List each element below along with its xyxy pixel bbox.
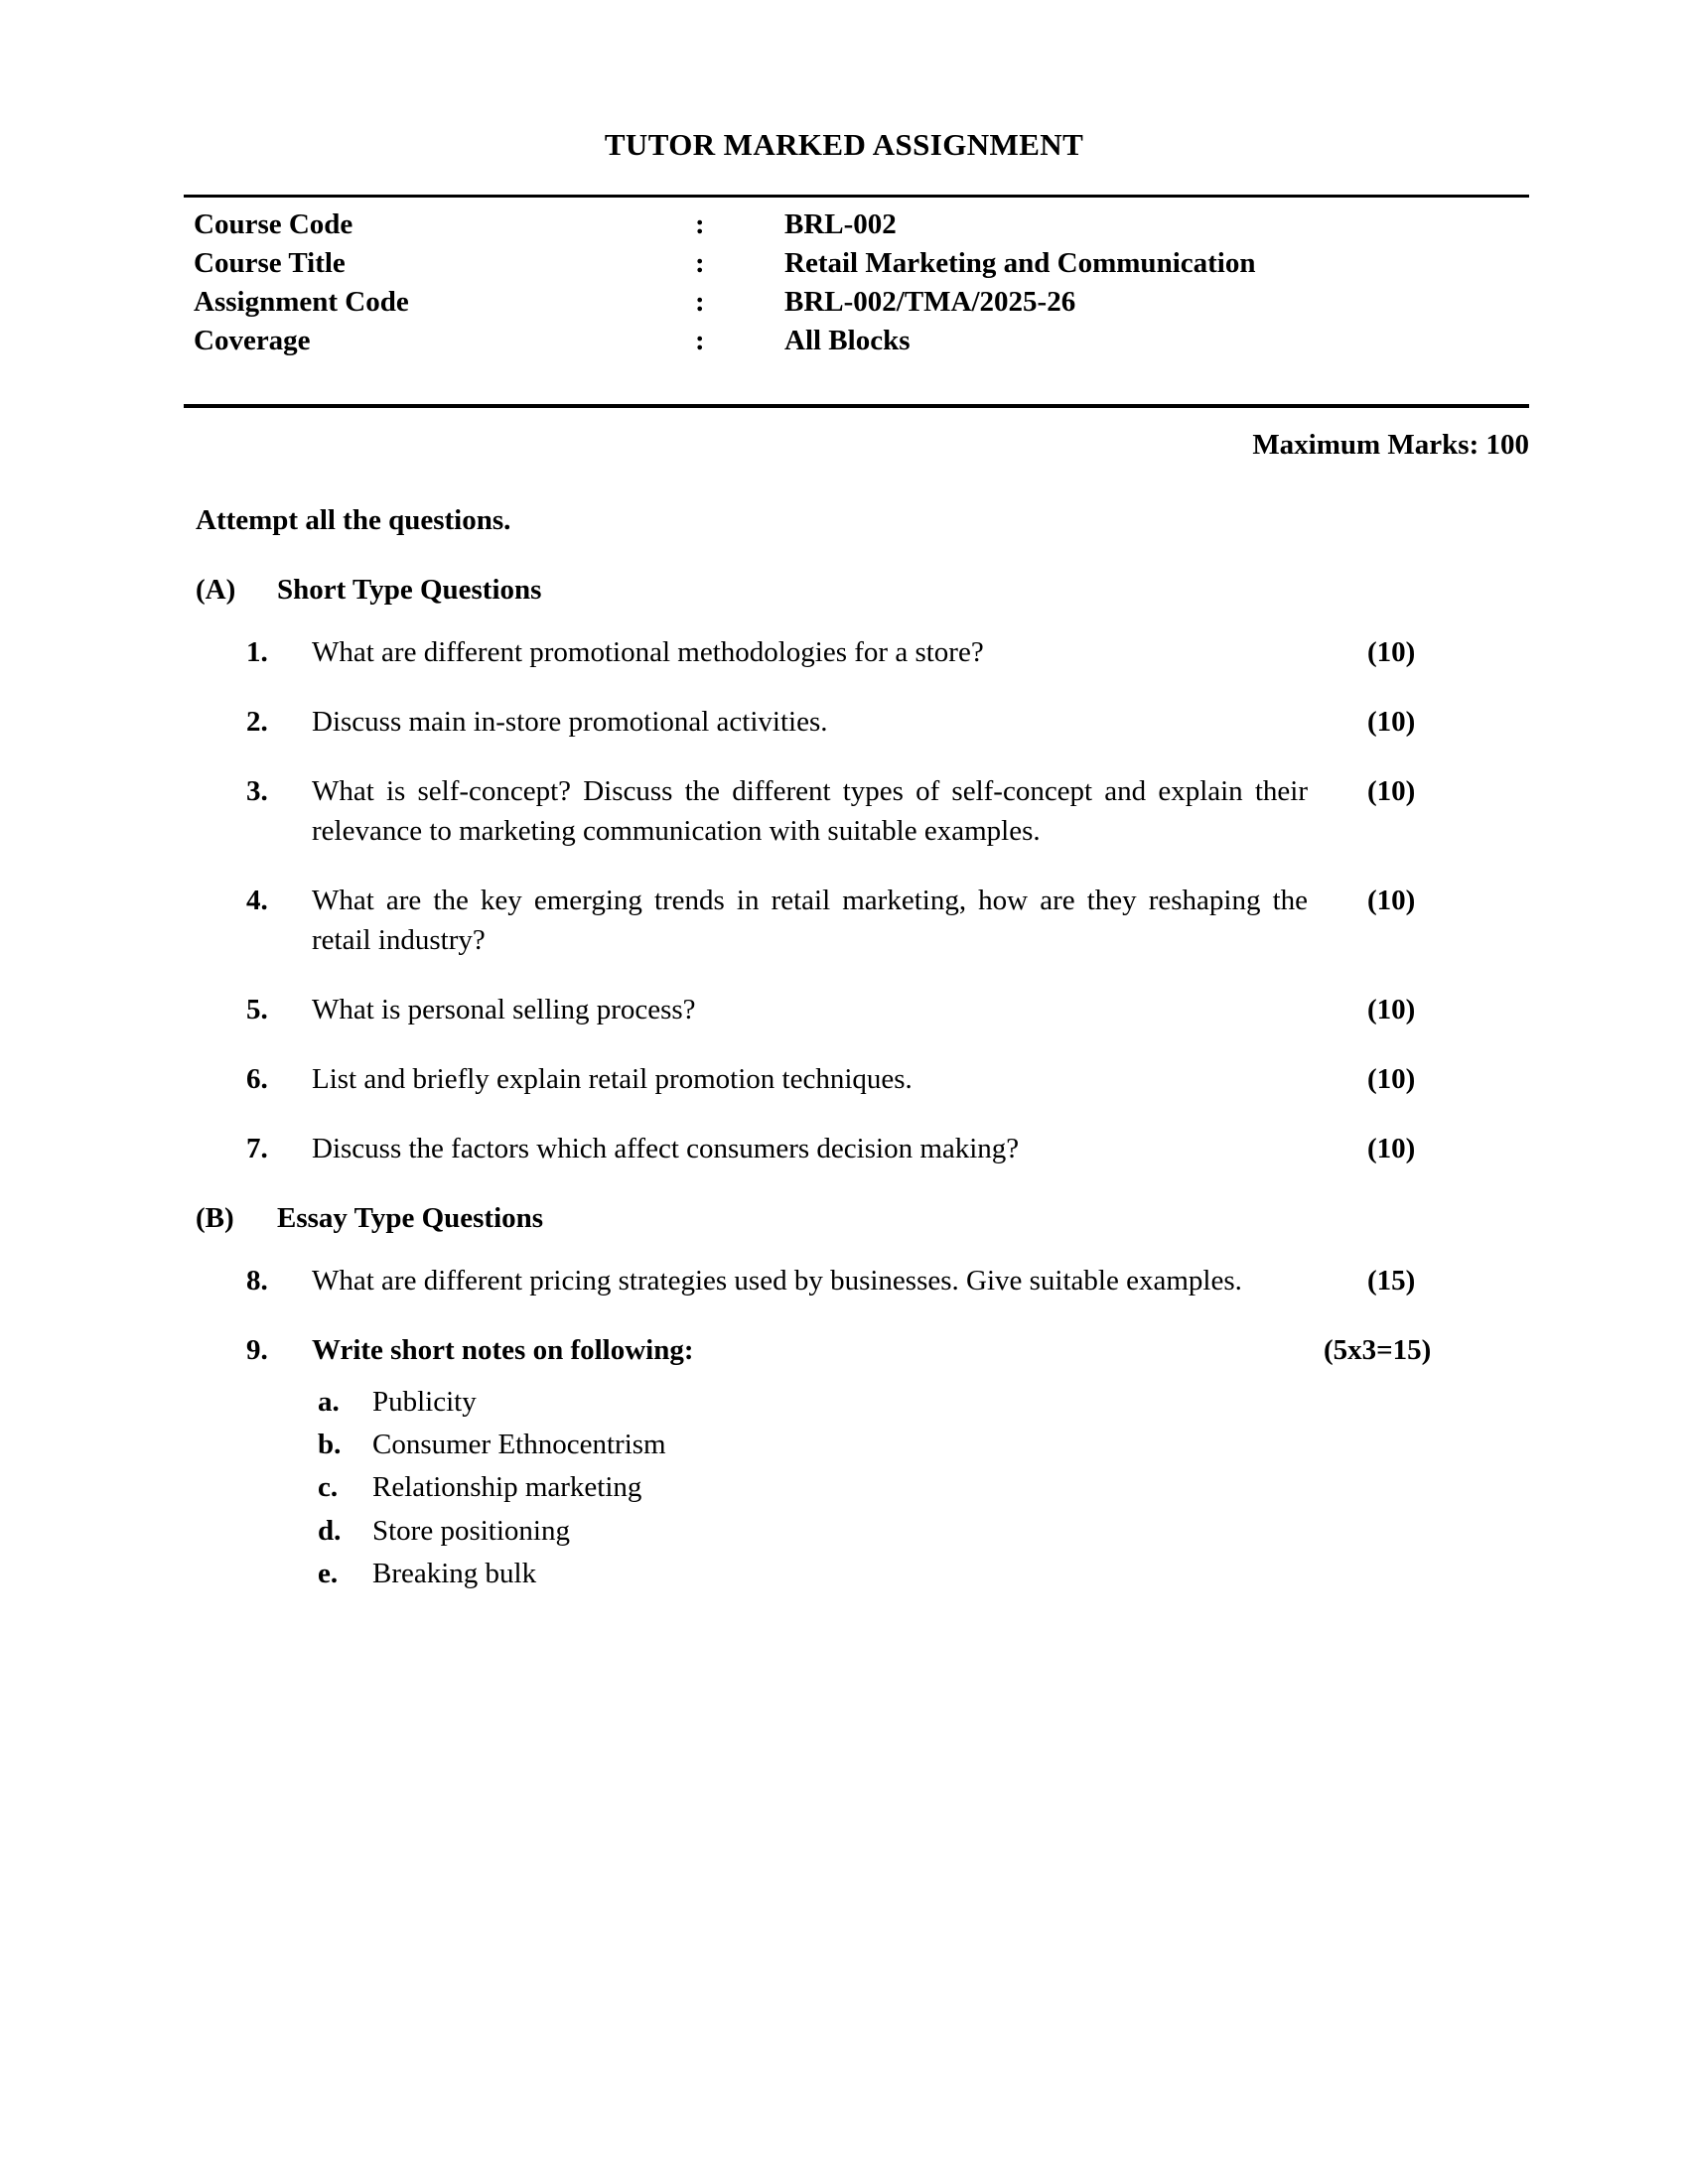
meta-value-coverage: All Blocks xyxy=(784,325,911,357)
course-meta-table xyxy=(194,205,1524,361)
question-marks: (10) xyxy=(1367,706,1416,739)
sub-item-text: Publicity xyxy=(372,1386,477,1419)
question-marks: (10) xyxy=(1367,636,1416,668)
meta-label-course-title: Course Title xyxy=(194,247,346,280)
header-rule-top xyxy=(184,195,1529,198)
meta-value-course-code: BRL-002 xyxy=(784,208,897,240)
question-number: 9. xyxy=(246,1334,268,1367)
meta-value-assignment-code: BRL-002/TMA/2025-26 xyxy=(784,286,1076,319)
meta-label-course-code: Course Code xyxy=(194,208,353,240)
list-item xyxy=(318,1384,1688,1421)
table-row xyxy=(194,322,1524,360)
section-letter-a: (A) xyxy=(196,574,236,606)
sub-item-text: Consumer Ethnocentrism xyxy=(372,1429,666,1461)
question-text: Write short notes on following: xyxy=(312,1334,694,1367)
question-number: 4. xyxy=(246,885,268,917)
question-number: 7. xyxy=(246,1133,268,1165)
table-row xyxy=(194,205,1524,244)
section-letter-b: (B) xyxy=(196,1202,234,1235)
question-text: What are different promotional methodologies for a store? xyxy=(312,636,984,668)
maximum-marks-label: Maximum Marks: 100 xyxy=(1252,429,1529,461)
meta-colon: : xyxy=(695,247,705,280)
question-number: 8. xyxy=(246,1265,268,1297)
question-item xyxy=(0,1261,1688,1300)
table-row xyxy=(194,244,1524,283)
header-rule-bottom xyxy=(184,404,1529,408)
question-marks: (10) xyxy=(1367,775,1416,808)
meta-label-coverage: Coverage xyxy=(194,325,311,357)
sub-item-label: a. xyxy=(318,1386,340,1419)
list-item xyxy=(318,1427,1688,1463)
meta-value-course-title: Retail Marketing and Communication xyxy=(784,247,1256,280)
sub-item-label: e. xyxy=(318,1557,339,1589)
meta-colon: : xyxy=(695,208,705,240)
questions-content xyxy=(0,574,1688,1598)
section-heading-b xyxy=(0,1202,1688,1235)
meta-colon: : xyxy=(695,286,705,319)
question-item xyxy=(0,1059,1688,1099)
question-marks: (5x3=15) xyxy=(1324,1334,1432,1367)
question-item xyxy=(0,771,1688,851)
question-text: Discuss main in-store promotional activities. xyxy=(312,706,828,739)
question-marks: (10) xyxy=(1367,885,1416,917)
sub-item-text: Breaking bulk xyxy=(372,1557,537,1589)
question-text: What are the key emerging trends in retail marketing, how are they reshaping the retail industry? xyxy=(312,885,1308,957)
question-marks: (15) xyxy=(1367,1265,1416,1297)
question-text: List and briefly explain retail promotion techniques. xyxy=(312,1063,913,1096)
meta-label-assignment-code: Assignment Code xyxy=(194,286,409,319)
list-item xyxy=(318,1556,1688,1592)
question-text: Discuss the factors which affect consumers decision making? xyxy=(312,1133,1020,1165)
question-marks: (10) xyxy=(1367,1133,1416,1165)
instruction-text: Attempt all the questions. xyxy=(196,504,511,536)
question-item xyxy=(0,1129,1688,1168)
question-item xyxy=(0,702,1688,742)
question-text: What are different pricing strategies used by businesses. Give suitable examples. xyxy=(312,1265,1242,1297)
sub-item-text: Store positioning xyxy=(372,1514,570,1547)
question-item xyxy=(0,881,1688,960)
question-text: What is self-concept? Discuss the different types of self-concept and explain their relevance to marketing communication with suitable examples. xyxy=(312,775,1308,848)
question-text: What is personal selling process? xyxy=(312,994,696,1026)
meta-colon: : xyxy=(695,325,705,357)
section-heading-a xyxy=(0,574,1688,607)
list-item xyxy=(318,1513,1688,1550)
question-item xyxy=(0,990,1688,1029)
question-item xyxy=(0,1330,1688,1370)
sub-question-list xyxy=(0,1384,1688,1592)
sub-item-label: d. xyxy=(318,1514,342,1547)
question-number: 3. xyxy=(246,775,268,808)
section-label-a: Short Type Questions xyxy=(277,574,542,606)
sub-item-label: c. xyxy=(318,1471,339,1504)
question-number: 2. xyxy=(246,706,268,739)
question-item xyxy=(0,632,1688,672)
section-label-b: Essay Type Questions xyxy=(277,1202,544,1235)
list-item xyxy=(318,1469,1688,1506)
question-number: 5. xyxy=(246,994,268,1026)
question-number: 6. xyxy=(246,1063,268,1096)
table-row xyxy=(194,283,1524,322)
question-marks: (10) xyxy=(1367,1063,1416,1096)
page-title: TUTOR MARKED ASSIGNMENT xyxy=(604,127,1084,162)
question-number: 1. xyxy=(246,636,268,668)
question-marks: (10) xyxy=(1367,994,1416,1026)
sub-item-text: Relationship marketing xyxy=(372,1471,642,1504)
sub-item-label: b. xyxy=(318,1429,342,1461)
